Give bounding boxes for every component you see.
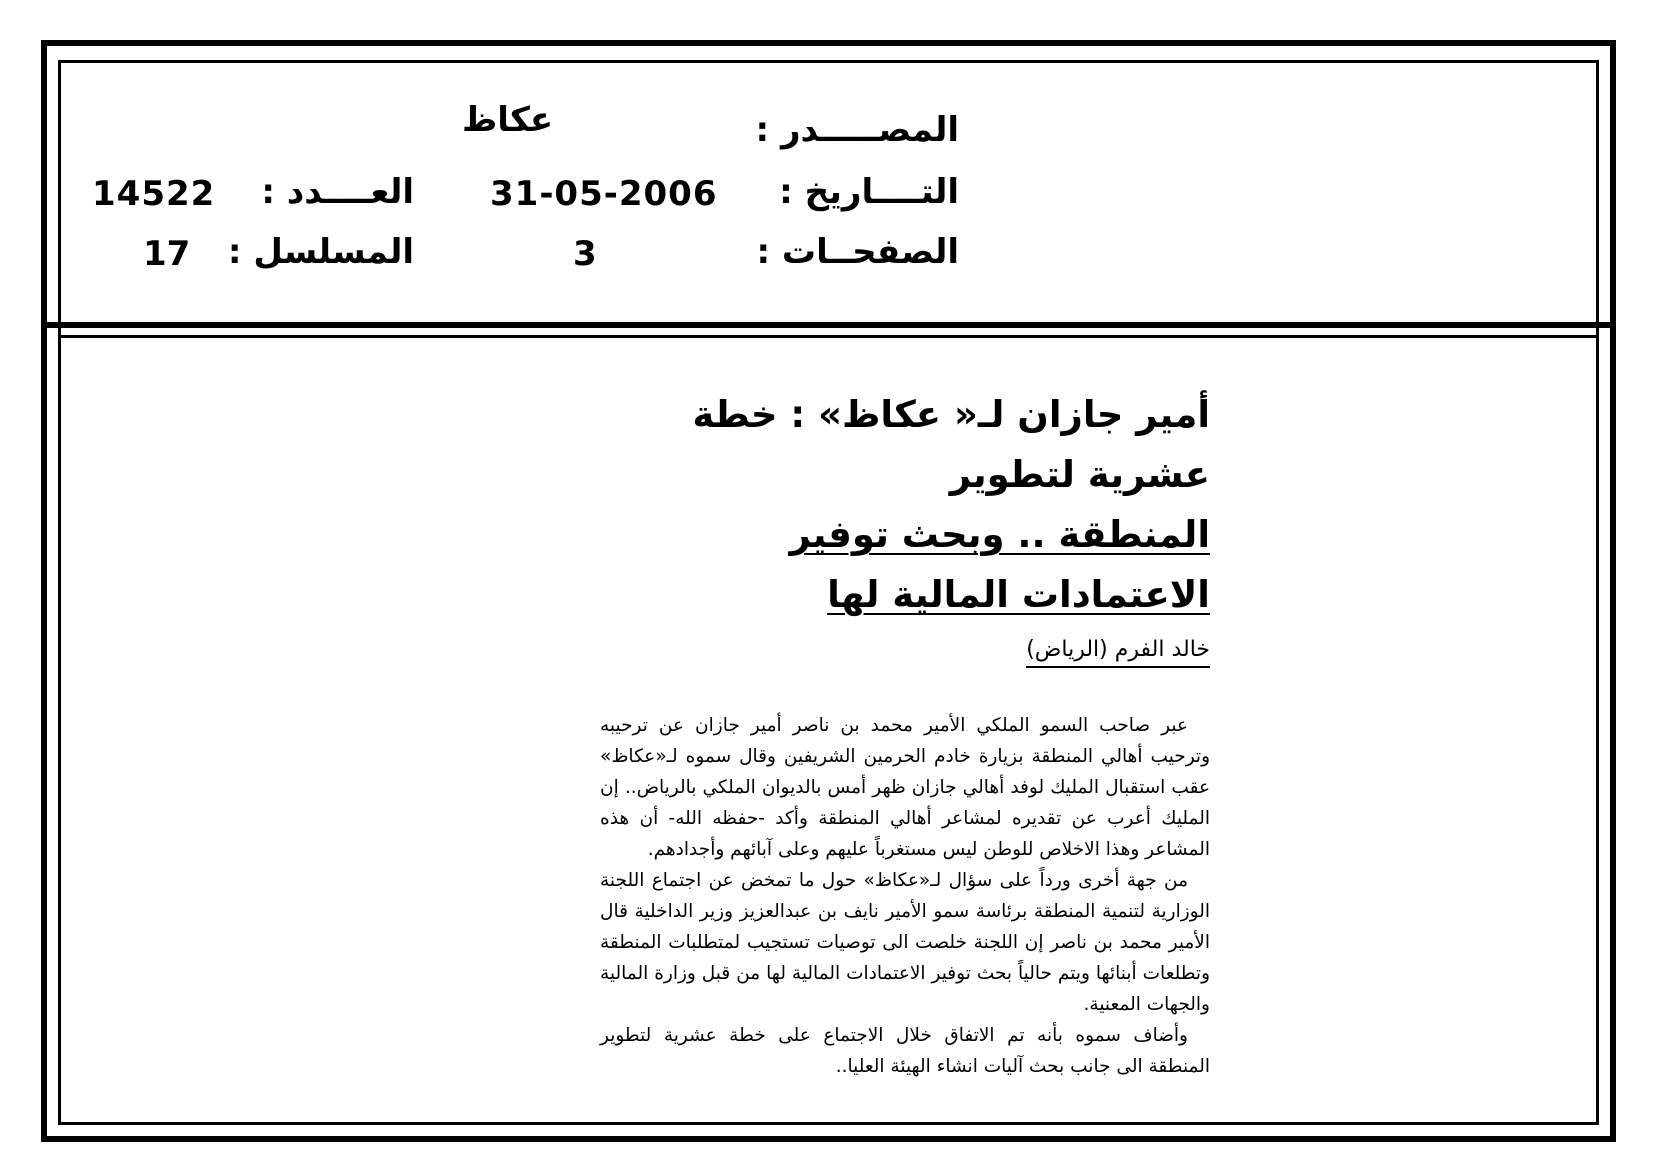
source-value: عكاظ	[462, 100, 554, 140]
date-value: 31-05-2006	[490, 174, 718, 214]
source-label: المصـــــدر :	[755, 110, 959, 150]
issue-value: 14522	[92, 174, 216, 214]
pages-label: الصفحــات :	[756, 232, 959, 272]
date-label: التــــاريخ :	[779, 172, 959, 212]
issue-label: العــــدد :	[261, 172, 414, 212]
paragraph: وأضاف سموه بأنه تم الاتفاق خلال الاجتماع على خطة عشرية لتطوير المنطقة الى جانب بحث آليات انشاء الهيئة العليا..	[600, 1025, 1210, 1077]
paragraph: عبر صاحب السمو الملكي الأمير محمد بن ناصر أمير جازان عن ترحيبه وترحيب أهالي المنطقة بزيارة خادم الحرمين الشريفين وقال سموه لـ«عكاظ» عقب استقبال المليك لوفد أهالي جازان ظهر أمس بالديوان الملكي بالرياض.. إن المليك أعرب عن تقديره لمشاعر أهالي المنطقة وأكد -حفظه الله- أن هذه المشاعر وهذا الاخلاص للوطن ليس مستغرباً عليهم وعلى آبائهم وأجدادهم.	[600, 715, 1210, 860]
article	[600, 385, 1210, 1082]
serial-label: المسلسل :	[227, 232, 414, 272]
header-separator-thin	[58, 335, 1599, 338]
paragraph: من جهة أخرى ورداً على سؤال لـ«عكاظ» حول ما تمخض عن اجتماع اللجنة الوزارية لتنمية المنطقة برئاسة سمو الأمير نايف بن عبدالعزيز وزير الداخلية قال الأمير محمد بن ناصر إن اللجنة خلصت الى توصيات تستجيب لمتطلبات المنطقة وتطلعات أبنائها ويتم حالياً بحث توفير الاعتمادات المالية لها من قبل وزارة المالية والجهات المعنية.	[600, 870, 1210, 1015]
header-separator-thick	[44, 322, 1613, 328]
pages-value: 3	[573, 234, 597, 274]
headline-line-1: أمير جازان لـ« عكاظ» : خطة عشرية لتطوير	[692, 393, 1210, 496]
article-body	[600, 710, 1210, 1082]
headline-line-2: المنطقة .. وبحث توفير الاعتمادات المالية لها	[789, 513, 1210, 616]
serial-value: 17	[143, 234, 191, 274]
headline	[600, 385, 1210, 625]
byline: خالد الفرم (الرياض)	[1026, 637, 1210, 668]
